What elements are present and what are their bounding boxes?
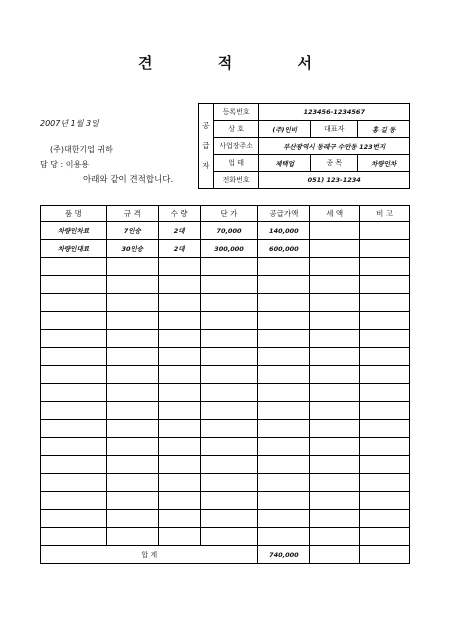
cell-item-name bbox=[41, 258, 107, 276]
cell-item-name bbox=[41, 438, 107, 456]
cell-quantity bbox=[158, 474, 200, 492]
reg-no-label: 등록번호 bbox=[213, 104, 259, 121]
cell-quantity bbox=[158, 420, 200, 438]
cell-quantity: 2대 bbox=[158, 240, 200, 258]
cell-spec bbox=[106, 366, 158, 384]
recipient-name: (주)대한기업 귀하 bbox=[50, 145, 113, 154]
address-label: 사업장주소 bbox=[213, 138, 259, 155]
table-row bbox=[41, 510, 410, 528]
cell-supply-amount: 140,000 bbox=[258, 222, 310, 240]
cell-tax-amount bbox=[310, 258, 360, 276]
table-row bbox=[41, 492, 410, 510]
table-row bbox=[41, 474, 410, 492]
total-row bbox=[41, 546, 410, 564]
cell-item-name bbox=[41, 528, 107, 546]
cell-remarks bbox=[360, 330, 410, 348]
cell-item-name bbox=[41, 294, 107, 312]
company-name-value: (주)인비 bbox=[259, 121, 311, 138]
cell-unit-price bbox=[200, 366, 258, 384]
table-row bbox=[41, 384, 410, 402]
cell-remarks bbox=[360, 222, 410, 240]
business-item-value: 차량인차 bbox=[358, 155, 410, 172]
cell-tax-amount bbox=[310, 240, 360, 258]
cell-tax-amount bbox=[310, 366, 360, 384]
cell-remarks bbox=[360, 366, 410, 384]
cell-supply-amount bbox=[258, 420, 310, 438]
cell-item-name bbox=[41, 492, 107, 510]
table-row bbox=[41, 240, 410, 258]
total-label: 합 계 bbox=[41, 546, 258, 564]
cell-spec bbox=[106, 258, 158, 276]
cell-remarks bbox=[360, 384, 410, 402]
address-value: 부산광역시 동래구 수안동 123번지 bbox=[259, 138, 410, 155]
table-row bbox=[41, 438, 410, 456]
cell-quantity bbox=[158, 510, 200, 528]
cell-remarks bbox=[360, 492, 410, 510]
table-row bbox=[41, 456, 410, 474]
cell-unit-price: 70,000 bbox=[200, 222, 258, 240]
cell-tax-amount bbox=[310, 348, 360, 366]
cell-item-name bbox=[41, 312, 107, 330]
cell-item-name bbox=[41, 330, 107, 348]
cell-spec: 30인승 bbox=[106, 240, 158, 258]
cell-spec bbox=[106, 474, 158, 492]
cell-tax-amount bbox=[310, 276, 360, 294]
cell-item-name bbox=[41, 456, 107, 474]
cell-spec bbox=[106, 312, 158, 330]
cell-remarks bbox=[360, 258, 410, 276]
cell-supply-amount bbox=[258, 474, 310, 492]
cell-unit-price bbox=[200, 528, 258, 546]
cell-spec bbox=[106, 492, 158, 510]
table-row bbox=[41, 528, 410, 546]
cell-quantity bbox=[158, 456, 200, 474]
cell-spec bbox=[106, 384, 158, 402]
cell-item-name bbox=[41, 402, 107, 420]
cell-remarks bbox=[360, 240, 410, 258]
greeting-text: 아래와 같이 견적합니다. bbox=[83, 175, 174, 185]
cell-tax-amount bbox=[310, 294, 360, 312]
cell-item-name bbox=[41, 420, 107, 438]
cell-unit-price bbox=[200, 294, 258, 312]
supplier-vertical-label: 공 급 자 bbox=[199, 104, 214, 189]
cell-spec bbox=[106, 330, 158, 348]
header-item-name: 품 명 bbox=[41, 206, 107, 222]
cell-remarks bbox=[360, 438, 410, 456]
business-type-value: 제택업 bbox=[259, 155, 311, 172]
cell-remarks bbox=[360, 402, 410, 420]
cell-supply-amount bbox=[258, 384, 310, 402]
cell-supply-amount bbox=[258, 258, 310, 276]
cell-spec: 7인승 bbox=[106, 222, 158, 240]
header-spec: 규 격 bbox=[106, 206, 158, 222]
cell-quantity: 2대 bbox=[158, 222, 200, 240]
ceo-label: 대표자 bbox=[310, 121, 358, 138]
cell-tax-amount bbox=[310, 420, 360, 438]
reg-no-value: 123456-1234567 bbox=[259, 104, 410, 121]
cell-tax-amount bbox=[310, 384, 360, 402]
cell-supply-amount bbox=[258, 402, 310, 420]
representative: 담 당 : 이용용 bbox=[40, 160, 89, 169]
cell-quantity bbox=[158, 492, 200, 510]
cell-unit-price bbox=[200, 276, 258, 294]
cell-spec bbox=[106, 276, 158, 294]
table-row bbox=[41, 258, 410, 276]
cell-quantity bbox=[158, 384, 200, 402]
cell-supply-amount: 600,000 bbox=[258, 240, 310, 258]
cell-supply-amount bbox=[258, 330, 310, 348]
cell-quantity bbox=[158, 348, 200, 366]
table-row bbox=[41, 312, 410, 330]
cell-quantity bbox=[158, 330, 200, 348]
cell-supply-amount bbox=[258, 492, 310, 510]
cell-unit-price bbox=[200, 258, 258, 276]
cell-spec bbox=[106, 294, 158, 312]
cell-quantity bbox=[158, 294, 200, 312]
cell-unit-price bbox=[200, 384, 258, 402]
cell-tax-amount bbox=[310, 456, 360, 474]
cell-spec bbox=[106, 438, 158, 456]
cell-spec bbox=[106, 528, 158, 546]
cell-spec bbox=[106, 510, 158, 528]
table-row bbox=[41, 294, 410, 312]
cell-unit-price bbox=[200, 474, 258, 492]
quote-date: 2007년 1월 3일 bbox=[40, 119, 99, 128]
business-item-label: 종 목 bbox=[310, 155, 358, 172]
supplier-table bbox=[198, 103, 410, 189]
items-header-row bbox=[41, 206, 410, 222]
cell-quantity bbox=[158, 528, 200, 546]
cell-tax-amount bbox=[310, 312, 360, 330]
cell-spec bbox=[106, 402, 158, 420]
ceo-value: 홍 길 동 bbox=[358, 121, 410, 138]
items-table bbox=[40, 205, 410, 564]
cell-remarks bbox=[360, 276, 410, 294]
total-remarks bbox=[360, 546, 410, 564]
cell-supply-amount bbox=[258, 366, 310, 384]
cell-unit-price bbox=[200, 402, 258, 420]
cell-tax-amount bbox=[310, 330, 360, 348]
cell-supply-amount bbox=[258, 510, 310, 528]
header-quantity: 수 량 bbox=[158, 206, 200, 222]
cell-remarks bbox=[360, 348, 410, 366]
cell-tax-amount bbox=[310, 510, 360, 528]
cell-supply-amount bbox=[258, 312, 310, 330]
phone-value: 051) 123-1234 bbox=[259, 172, 410, 189]
header-remarks: 비 고 bbox=[360, 206, 410, 222]
cell-unit-price bbox=[200, 312, 258, 330]
header-unit-price: 단 가 bbox=[200, 206, 258, 222]
cell-item-name: 차량인차료 bbox=[41, 222, 107, 240]
cell-item-name: 차량인대료 bbox=[41, 240, 107, 258]
cell-remarks bbox=[360, 312, 410, 330]
phone-label: 전화번호 bbox=[213, 172, 259, 189]
cell-quantity bbox=[158, 258, 200, 276]
cell-remarks bbox=[360, 528, 410, 546]
cell-unit-price bbox=[200, 510, 258, 528]
cell-spec bbox=[106, 420, 158, 438]
cell-remarks bbox=[360, 420, 410, 438]
cell-supply-amount bbox=[258, 438, 310, 456]
cell-item-name bbox=[41, 276, 107, 294]
cell-quantity bbox=[158, 438, 200, 456]
table-row bbox=[41, 420, 410, 438]
cell-item-name bbox=[41, 474, 107, 492]
total-amount: 740,000 bbox=[258, 546, 310, 564]
cell-quantity bbox=[158, 366, 200, 384]
business-type-label: 업 태 bbox=[213, 155, 259, 172]
table-row bbox=[41, 366, 410, 384]
cell-remarks bbox=[360, 294, 410, 312]
cell-tax-amount bbox=[310, 402, 360, 420]
cell-unit-price bbox=[200, 348, 258, 366]
cell-unit-price bbox=[200, 330, 258, 348]
table-row bbox=[41, 402, 410, 420]
cell-item-name bbox=[41, 384, 107, 402]
table-row bbox=[41, 348, 410, 366]
cell-supply-amount bbox=[258, 348, 310, 366]
cell-supply-amount bbox=[258, 528, 310, 546]
cell-tax-amount bbox=[310, 528, 360, 546]
cell-item-name bbox=[41, 348, 107, 366]
cell-tax-amount bbox=[310, 222, 360, 240]
cell-quantity bbox=[158, 402, 200, 420]
header-supply-amount: 공급가액 bbox=[258, 206, 310, 222]
cell-remarks bbox=[360, 456, 410, 474]
total-tax bbox=[310, 546, 360, 564]
cell-remarks bbox=[360, 474, 410, 492]
cell-tax-amount bbox=[310, 492, 360, 510]
cell-spec bbox=[106, 348, 158, 366]
cell-unit-price bbox=[200, 456, 258, 474]
cell-spec bbox=[106, 456, 158, 474]
cell-tax-amount bbox=[310, 474, 360, 492]
cell-unit-price: 300,000 bbox=[200, 240, 258, 258]
cell-unit-price bbox=[200, 420, 258, 438]
table-row bbox=[41, 222, 410, 240]
cell-tax-amount bbox=[310, 438, 360, 456]
cell-quantity bbox=[158, 312, 200, 330]
header-tax-amount: 세 액 bbox=[310, 206, 360, 222]
cell-quantity bbox=[158, 276, 200, 294]
cell-supply-amount bbox=[258, 294, 310, 312]
table-row bbox=[41, 276, 410, 294]
cell-item-name bbox=[41, 366, 107, 384]
document-title: 견 적 서 bbox=[138, 54, 342, 72]
company-name-label: 상 호 bbox=[213, 121, 259, 138]
table-row bbox=[41, 330, 410, 348]
cell-supply-amount bbox=[258, 456, 310, 474]
cell-remarks bbox=[360, 510, 410, 528]
cell-unit-price bbox=[200, 492, 258, 510]
cell-supply-amount bbox=[258, 276, 310, 294]
cell-unit-price bbox=[200, 438, 258, 456]
cell-item-name bbox=[41, 510, 107, 528]
